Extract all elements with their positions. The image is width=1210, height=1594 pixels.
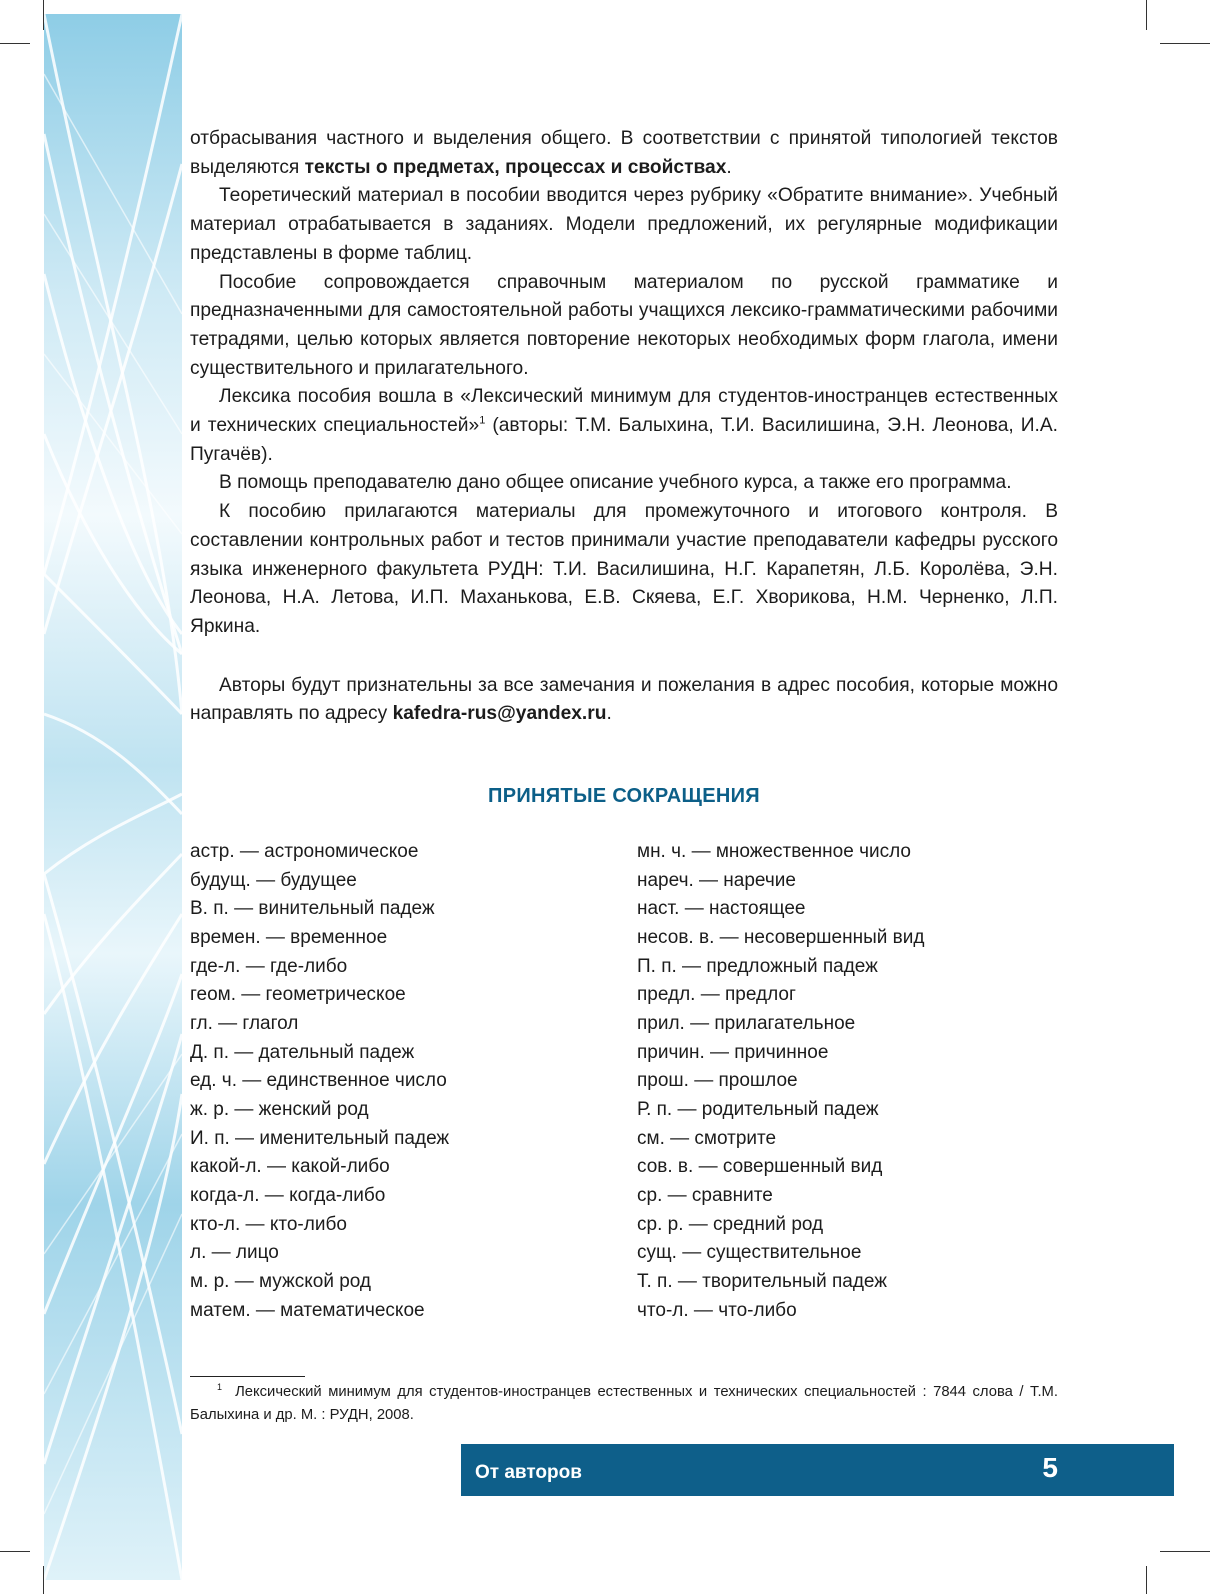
abbreviation-item: причин. — причинное	[637, 1041, 829, 1063]
spacer	[190, 642, 1058, 672]
footer-section-title: От авторов	[475, 1462, 582, 1483]
abbreviation-item: прил. — прилагательное	[637, 1012, 856, 1034]
abbreviation-item: несов. в. — несовершенный вид	[637, 926, 925, 948]
paragraph: Теоретический материал в пособии вводится через рубрику «Обратите внимание». Учебный материал отрабатывается в заданиях. Модели предложений, их регулярные модификации представлены в форме таблиц.	[190, 185, 1058, 264]
paragraph-text: Лексика пособия вошла в «Лексический минимум для студентов-иностранцев естественных и технических специальностей»	[190, 386, 1058, 437]
crop-mark	[0, 1551, 30, 1552]
paragraph	[190, 383, 1058, 469]
abbreviation-item: гл. — глагол	[190, 1012, 299, 1034]
abbreviation-item: Р. п. — родительный падеж	[637, 1098, 879, 1120]
section-title: ПРИНЯТЫЕ СОКРАЩЕНИЯ	[488, 785, 760, 807]
abbreviation-item: сущ. — существительное	[637, 1242, 862, 1264]
footnote-reference[interactable]: 1	[479, 414, 486, 427]
abbreviation-item: предл. — предлог	[637, 984, 796, 1006]
abbreviation-item: матем. — математическое	[190, 1299, 425, 1321]
page-footer-bar	[461, 1444, 1174, 1496]
crop-mark	[0, 43, 30, 44]
abbreviation-item: ед. ч. — единственное число	[190, 1070, 447, 1092]
abbreviation-item: Д. п. — дательный падеж	[190, 1041, 415, 1063]
abbreviation-item: Т. п. — творительный падеж	[637, 1270, 887, 1292]
abbreviation-item: где-л. — где-либо	[190, 955, 348, 977]
abbreviation-list-left	[190, 838, 449, 1325]
abbreviation-item: л. — лицо	[190, 1242, 279, 1264]
paragraph-text: отбрасывания частного и выделения общего. В соответствии с принятой типологией текстов выделяются	[190, 128, 1058, 178]
abbreviation-item: сов. в. — совершенный вид	[637, 1156, 883, 1178]
paragraph	[190, 672, 1058, 729]
paragraph-text: Авторы будут признательны за все замечания и пожелания в адрес пособия, которые можно направлять по адресу	[190, 674, 1058, 725]
abbreviation-item: времен. — временное	[190, 926, 388, 948]
crop-mark	[1146, 0, 1147, 30]
paragraph-text: .	[726, 156, 732, 178]
abbreviation-list-right	[637, 838, 924, 1325]
abbreviation-item: ж. р. — женский род	[190, 1098, 369, 1120]
crop-mark	[1146, 1566, 1147, 1594]
intro-text	[190, 125, 1058, 729]
email-address[interactable]: kafedra-rus@yandex.ru	[392, 703, 607, 725]
abbreviation-item: прош. — прошлое	[637, 1070, 798, 1092]
abbreviation-item: ср. р. — средний род	[637, 1213, 824, 1235]
footnote-divider	[190, 1376, 305, 1377]
abbreviation-item: И. п. — именительный падеж	[190, 1127, 450, 1149]
crop-mark	[1160, 1551, 1210, 1552]
abbreviation-item: см. — смотрите	[637, 1127, 777, 1149]
abbreviation-item: наст. — настоящее	[637, 898, 806, 920]
abbreviation-item: мн. ч. — множественное число	[637, 841, 911, 862]
abbreviation-item: П. п. — предложный падеж	[637, 955, 878, 977]
abbreviation-item: будущ. — будущее	[190, 869, 357, 891]
abbreviation-item: что-л. — что-либо	[637, 1299, 797, 1321]
paragraph: В помощь преподавателю дано общее описание учебного курса, а также его программа.	[219, 472, 1012, 494]
footnote-text: Лексический минимум для студентов-иностранцев естественных и технических специальностей : 7844 слова / Т.М. Балыхина и др. М. : РУДН, 2008.	[190, 1384, 1058, 1423]
bold-phrase: тексты о предметах, процессах и свойствах	[304, 156, 727, 178]
light-rays-graphic	[44, 14, 182, 1580]
paragraph-text: .	[606, 703, 612, 725]
abbreviation-item: В. п. — винительный падеж	[190, 898, 435, 920]
abbreviation-item: какой-л. — какой-либо	[190, 1156, 390, 1178]
paragraph: К пособию прилагаются материалы для промежуточного и итогового контроля. В составлении контрольных работ и тестов принимали участие преподаватели кафедры русского языка инженерного факультета РУДН: Т.И. Василишина, Н.Г. Карапетян, Л.Б. Королёва, Э.Н. Леонова, Н.А. Летова, И.П. Маханькова, Е.В. Скяева, Е.Г. Хворикова, Н.М. Черненко, Л.П. Яркина.	[190, 501, 1058, 637]
abbreviation-item: геом. — геометрическое	[190, 984, 406, 1006]
decorative-side-band	[44, 14, 182, 1580]
paragraph: Пособие сопровождается справочным материалом по русской грамматике и предназначенными для самостоятельной работы учащихся лексико-грамматическими рабочими тетрадями, целью которых является повторение некоторых необходимых форм глагола, имени существительного и прилагательного.	[190, 271, 1058, 379]
abbreviation-item: ср. — сравните	[637, 1184, 773, 1206]
paragraph	[190, 125, 1058, 182]
paragraph-text: (авторы: Т.М. Балыхина, Т.И. Василишина, Э.Н. Леонова, И.А. Пугачёв).	[190, 415, 1058, 465]
page-number: 5	[1042, 1452, 1058, 1483]
abbreviation-item: кто-л. — кто-либо	[190, 1213, 347, 1235]
footnote-number: 1	[217, 1382, 223, 1393]
abbreviation-item: когда-л. — когда-либо	[190, 1184, 386, 1206]
footnote	[190, 1381, 1058, 1427]
abbreviation-item: нареч. — наречие	[637, 869, 796, 891]
abbreviation-item: астр. — астрономическое	[190, 841, 419, 862]
crop-mark	[1160, 43, 1210, 44]
abbreviation-item: м. р. — мужской род	[190, 1270, 372, 1292]
